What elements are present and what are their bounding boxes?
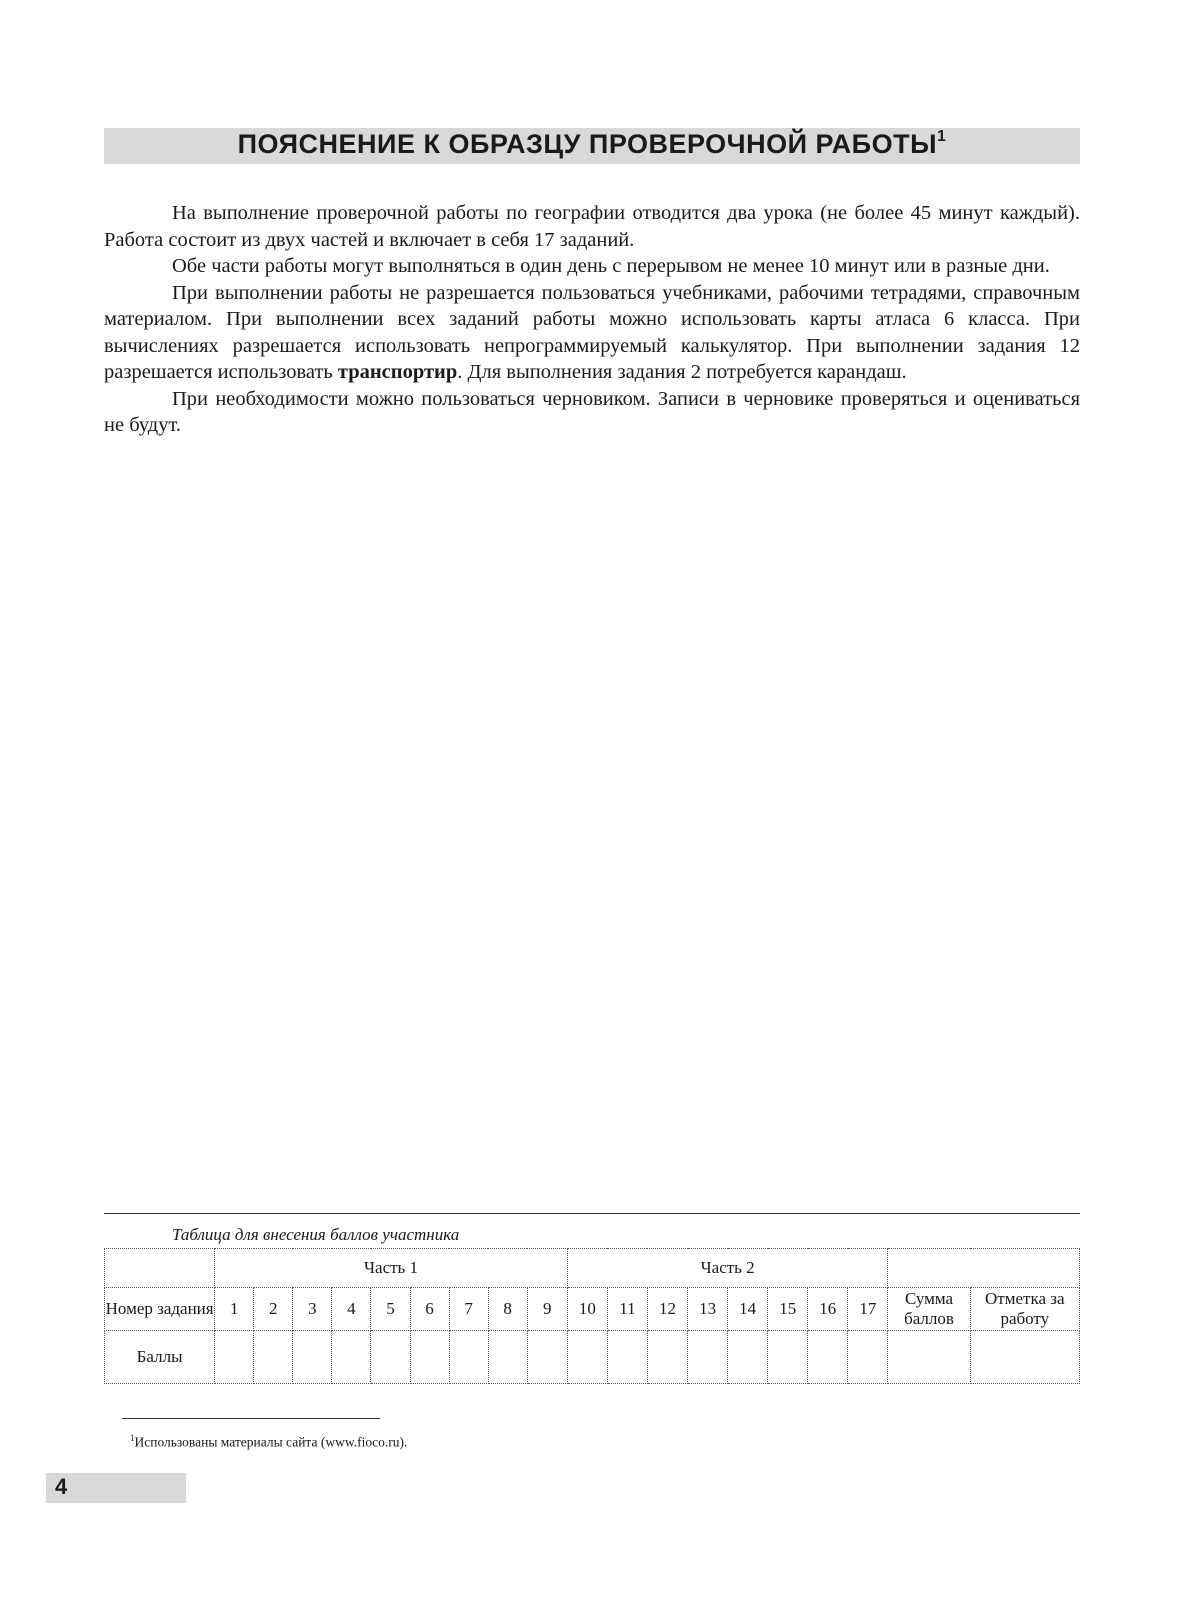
task-number: 4 [332, 1288, 371, 1331]
table-header-row [105, 1249, 1080, 1288]
part1-header: Часть 1 [215, 1249, 568, 1288]
score-cell[interactable] [567, 1331, 607, 1384]
task-number: 2 [254, 1288, 293, 1331]
score-cell[interactable] [332, 1331, 371, 1384]
task-number: 9 [527, 1288, 567, 1331]
table-cell [888, 1249, 1080, 1288]
grade-header: Отметка за работу [970, 1288, 1079, 1331]
bold-term: транспортир [337, 361, 458, 383]
paragraph [104, 280, 1080, 386]
task-number: 5 [371, 1288, 410, 1331]
sum-header: Сумма баллов [888, 1288, 970, 1331]
title-band [104, 128, 1080, 164]
part2-header: Часть 2 [567, 1249, 888, 1288]
paragraph: На выполнение проверочной работы по географии отводится два урока (не более 45 минут каждый). Работа состоит из двух частей и включает в себя 17 заданий. [104, 202, 1080, 251]
score-cell[interactable] [688, 1331, 728, 1384]
task-row-label: Номер задания [105, 1288, 215, 1331]
score-cell[interactable] [410, 1331, 449, 1384]
footnote-mark: 1 [130, 1433, 135, 1443]
score-cell[interactable] [808, 1331, 848, 1384]
score-cell[interactable] [488, 1331, 527, 1384]
score-cell[interactable] [728, 1331, 768, 1384]
sum-cell[interactable] [888, 1331, 970, 1384]
score-cell[interactable] [527, 1331, 567, 1384]
score-row [105, 1331, 1080, 1384]
paragraph: При необходимости можно пользоваться черновиком. Записи в черновике проверяться и оцениваться не будут. [104, 387, 1080, 436]
paragraph-text: При выполнении работы не разрешается пользоваться учебниками, рабочими тетрадями, справочным материалом. При выполнении всех заданий работы можно использовать карты атласа 6 класса. При вычислениях разрешается использовать непрограммируемый калькулятор. При выполнении задания 12 разрешается использовать [104, 281, 1080, 383]
score-cell[interactable] [768, 1331, 808, 1384]
page-title [104, 129, 1080, 160]
task-number: 12 [647, 1288, 687, 1331]
score-cell[interactable] [254, 1331, 293, 1384]
task-number: 1 [215, 1288, 254, 1331]
footnote-text: Использованы материалы сайта (www.fioco.ru). [134, 1434, 408, 1450]
footnote [130, 1433, 407, 1451]
page-number: 4 [55, 1474, 68, 1499]
task-number-row [105, 1288, 1080, 1331]
task-number: 11 [607, 1288, 647, 1331]
instructions-text [104, 200, 1080, 439]
score-cell[interactable] [848, 1331, 888, 1384]
task-number: 13 [688, 1288, 728, 1331]
page-title-text: ПОЯСНЕНИЕ К ОБРАЗЦУ ПРОВЕРОЧНОЙ РАБОТЫ [237, 129, 937, 159]
score-table [104, 1248, 1080, 1384]
task-number: 16 [808, 1288, 848, 1331]
paragraph: Обе части работы могут выполняться в один день с перерывом не менее 10 минут или в разные дни. [172, 255, 1050, 277]
task-number: 15 [768, 1288, 808, 1331]
score-row-label: Баллы [105, 1331, 215, 1384]
task-number: 6 [410, 1288, 449, 1331]
paragraph-text: . Для выполнения задания 2 потребуется карандаш. [457, 361, 907, 383]
task-number: 8 [488, 1288, 527, 1331]
table-cell [105, 1249, 215, 1288]
score-cell[interactable] [647, 1331, 687, 1384]
footnote-separator [122, 1418, 380, 1419]
task-number: 14 [728, 1288, 768, 1331]
title-footnote-mark: 1 [937, 128, 947, 145]
score-cell[interactable] [449, 1331, 488, 1384]
grade-cell[interactable] [970, 1331, 1079, 1384]
task-number: 17 [848, 1288, 888, 1331]
task-number: 7 [449, 1288, 488, 1331]
task-number: 10 [567, 1288, 607, 1331]
score-cell[interactable] [607, 1331, 647, 1384]
score-cell[interactable] [215, 1331, 254, 1384]
score-cell[interactable] [293, 1331, 332, 1384]
table-caption: Таблица для внесения баллов участника [172, 1225, 460, 1244]
task-number: 3 [293, 1288, 332, 1331]
score-cell[interactable] [371, 1331, 410, 1384]
separator-line [104, 1213, 1080, 1214]
